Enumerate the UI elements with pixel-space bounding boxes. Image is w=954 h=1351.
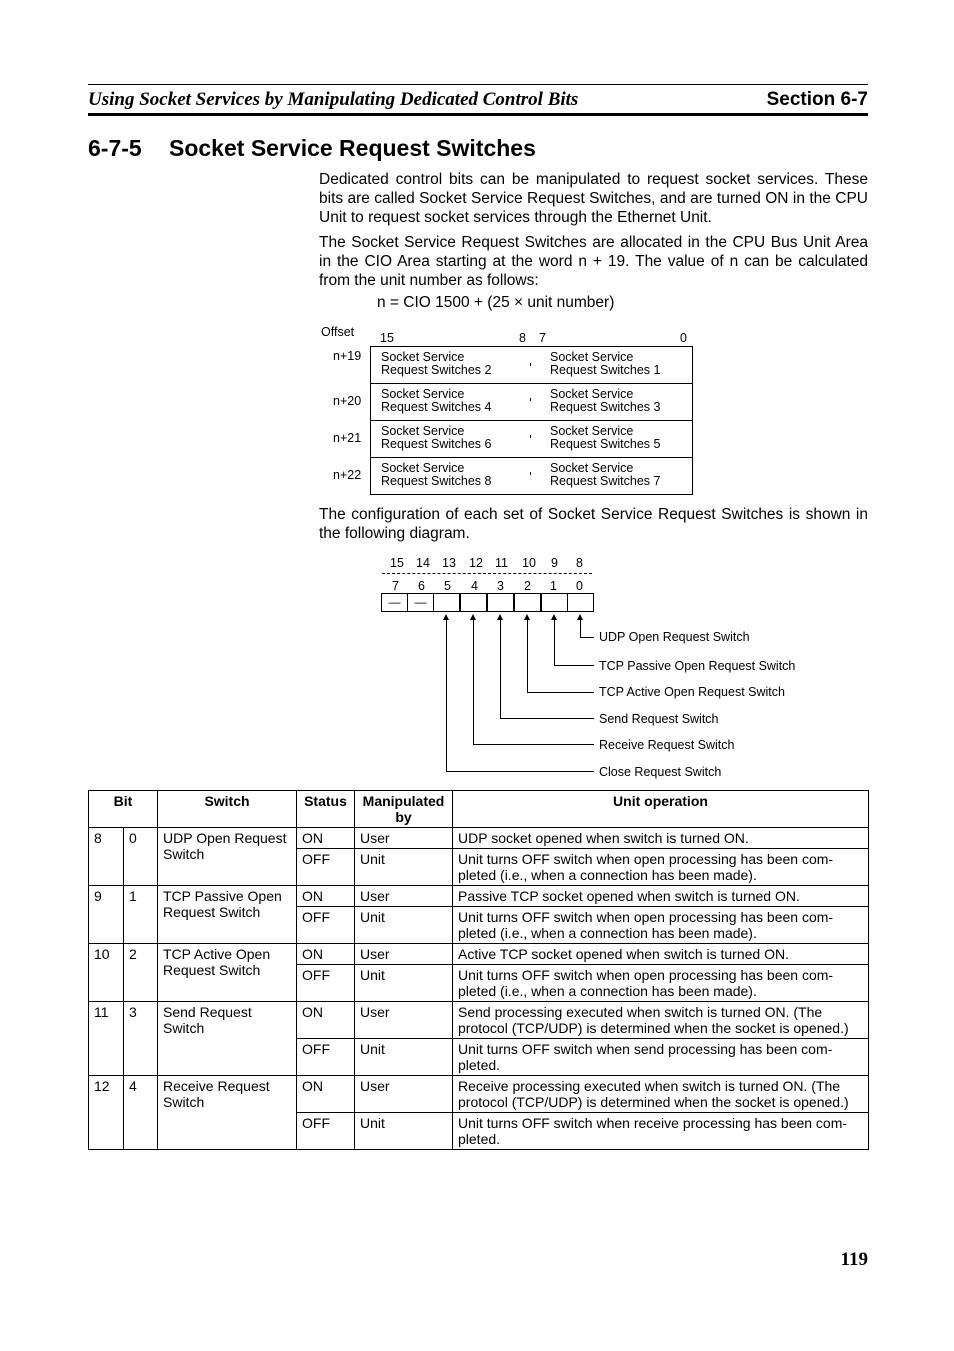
lower-bit-0: 0 (576, 579, 583, 593)
cell-bit-lo: 3 (124, 1002, 158, 1076)
offset-n22: n+22 (333, 468, 362, 482)
cell-operation: UDP socket opened when switch is turned ON. (453, 828, 869, 849)
bit-cell-2 (514, 593, 541, 612)
switch-table (88, 790, 869, 1150)
word-map-row (371, 384, 692, 421)
cell-switch: UDP Open Request Switch (158, 828, 297, 886)
cell-status: ON (297, 1002, 355, 1039)
byte-divider-tick (530, 398, 531, 401)
bit-cell-5 (433, 593, 460, 612)
lower-bit-2: 2 (524, 579, 531, 593)
header-unit-operation: Unit operation (453, 791, 869, 828)
upper-bit-13: 13 (442, 556, 456, 570)
bit-cell-3 (487, 593, 514, 612)
table-row (89, 828, 869, 849)
cell-bit-lo: 1 (124, 886, 158, 944)
bit-cell-7: — (381, 593, 408, 612)
bit-cell-6: — (407, 593, 434, 612)
bit-label-15: 15 (380, 331, 394, 345)
leader-line (527, 619, 528, 692)
bit-label-7: 7 (539, 331, 546, 345)
label-receive-request: Receive Request Switch (599, 738, 735, 752)
cell-by: User (355, 944, 453, 965)
cell-by: Unit (355, 849, 453, 886)
word-map-cell-right: Socket Service Request Switches 1 (550, 350, 661, 377)
table-row (89, 1002, 869, 1039)
label-close-request: Close Request Switch (599, 765, 722, 779)
cell-status: OFF (297, 1039, 355, 1076)
word-map-row (371, 347, 692, 384)
bit-cell-4 (460, 593, 487, 612)
cell-operation: Passive TCP socket opened when switch is turned ON. (453, 886, 869, 907)
leader-line (580, 619, 581, 637)
byte-divider-tick (530, 363, 531, 366)
cell-bit-lo: 2 (124, 944, 158, 1002)
cell-switch: Receive Request Switch (158, 1076, 297, 1150)
formula: n = CIO 1500 + (25 × unit number) (377, 294, 615, 311)
word-map-cell-right: Socket Service Request Switches 7 (550, 461, 661, 488)
cell-bit-hi: 11 (89, 1002, 124, 1076)
cell-status: ON (297, 828, 355, 849)
upper-bit-12: 12 (469, 556, 483, 570)
upper-bit-8: 8 (576, 556, 583, 570)
cell-by: User (355, 828, 453, 849)
upper-bit-15: 15 (390, 556, 404, 570)
leader-line (446, 771, 594, 772)
cell-status: OFF (297, 965, 355, 1002)
section-title: Socket Service Request Switches (169, 135, 536, 161)
upper-bit-14: 14 (416, 556, 430, 570)
lower-bit-4: 4 (471, 579, 478, 593)
header-switch: Switch (158, 791, 297, 828)
offset-label: Offset (321, 325, 355, 339)
cell-status: OFF (297, 1113, 355, 1150)
leader-line (500, 619, 501, 718)
upper-bit-10: 10 (522, 556, 536, 570)
cell-status: ON (297, 1076, 355, 1113)
paragraph-intro: Dedicated control bits can be manipulated to request socket services. These bits are called Socket Service Request Switches, and are turned ON in the CPU Unit to request socket services through the Ethernet Unit. (319, 171, 868, 226)
word-map-cell-right: Socket Service Request Switches 3 (550, 387, 661, 414)
cell-switch: TCP Active Open Request Switch (158, 944, 297, 1002)
section-heading (88, 135, 536, 162)
header-rule-bottom (88, 113, 868, 116)
cell-by: User (355, 1076, 453, 1113)
running-header-title: Using Socket Services by Manipulating Dedicated Control Bits (88, 89, 579, 110)
word-map-cell-left: Socket Service Request Switches 2 (381, 350, 492, 377)
running-header-section: Section 6-7 (766, 89, 868, 110)
page-number: 119 (840, 1249, 868, 1270)
cell-operation: Active TCP socket opened when switch is turned ON. (453, 944, 869, 965)
label-tcp-passive-open: TCP Passive Open Request Switch (599, 659, 796, 673)
label-tcp-active-open: TCP Active Open Request Switch (599, 685, 785, 699)
word-map-row (371, 421, 692, 458)
leader-line (473, 744, 594, 745)
table-header-row (89, 791, 869, 828)
cell-by: Unit (355, 1039, 453, 1076)
header-manipulated-by: Manipulated by (355, 791, 453, 828)
cell-switch: TCP Passive Open Request Switch (158, 886, 297, 944)
cell-operation: Unit turns OFF switch when receive processing has been com-pleted. (453, 1113, 869, 1150)
cell-bit-lo: 4 (124, 1076, 158, 1150)
section-number: 6-7-5 (88, 135, 142, 161)
cell-operation: Send processing executed when switch is turned ON. (The protocol (TCP/UDP) is determined when the socket is opened.) (453, 1002, 869, 1039)
offset-n19: n+19 (333, 349, 362, 363)
lower-bit-6: 6 (418, 579, 425, 593)
lower-bit-5: 5 (444, 579, 451, 593)
cell-operation: Unit turns OFF switch when open processing has been com-pleted (i.e., when a connection has been made). (453, 965, 869, 1002)
leader-line (554, 665, 594, 666)
bit-label-0: 0 (680, 331, 687, 345)
cell-switch: Send Request Switch (158, 1002, 297, 1076)
cell-operation: Unit turns OFF switch when open processing has been com-pleted (i.e., when a connection has been made). (453, 849, 869, 886)
bit-label-8: 8 (519, 331, 526, 345)
bit-cell-0 (567, 593, 594, 612)
label-send-request: Send Request Switch (599, 712, 719, 726)
paragraph-allocation: The Socket Service Request Switches are allocated in the CPU Bus Unit Area in the CIO Area starting at the word n + 19. The value of n can be calculated from the unit number as follows: (319, 234, 868, 289)
leader-line (580, 637, 594, 638)
bit-cell-1 (541, 593, 568, 612)
word-map-cell-right: Socket Service Request Switches 5 (550, 424, 661, 451)
cell-bit-hi: 9 (89, 886, 124, 944)
cell-status: ON (297, 886, 355, 907)
lower-bit-1: 1 (550, 579, 557, 593)
cell-operation: Receive processing executed when switch is turned ON. (The protocol (TCP/UDP) is determined when the socket is opened.) (453, 1076, 869, 1113)
paragraph-config: The configuration of each set of Socket Service Request Switches is shown in the following diagram. (319, 506, 868, 542)
upper-bit-9: 9 (551, 556, 558, 570)
cell-bit-hi: 12 (89, 1076, 124, 1150)
table-row (89, 886, 869, 907)
table-row (89, 944, 869, 965)
cell-bit-hi: 8 (89, 828, 124, 886)
offset-n21: n+21 (333, 431, 362, 445)
upper-bit-11: 11 (495, 556, 508, 570)
label-udp-open: UDP Open Request Switch (599, 630, 750, 644)
cell-by: Unit (355, 965, 453, 1002)
bit-divider-dashed (382, 573, 592, 574)
word-map-box (370, 346, 693, 495)
lower-bit-7: 7 (392, 579, 399, 593)
header-status: Status (297, 791, 355, 828)
byte-divider-tick (530, 472, 531, 475)
leader-line (500, 718, 594, 719)
byte-divider-tick (530, 435, 531, 438)
leader-line (446, 619, 447, 771)
word-map-row (371, 458, 692, 494)
leader-line (473, 619, 474, 744)
table-row (89, 1076, 869, 1113)
cell-by: Unit (355, 1113, 453, 1150)
cell-status: OFF (297, 907, 355, 944)
cell-by: User (355, 1002, 453, 1039)
cell-bit-hi: 10 (89, 944, 124, 1002)
lower-bit-3: 3 (497, 579, 504, 593)
leader-line (554, 619, 555, 665)
word-map-cell-left: Socket Service Request Switches 6 (381, 424, 492, 451)
cell-status: ON (297, 944, 355, 965)
cell-by: Unit (355, 907, 453, 944)
word-map-cell-left: Socket Service Request Switches 8 (381, 461, 492, 488)
cell-operation: Unit turns OFF switch when open processing has been com-pleted (i.e., when a connection has been made). (453, 907, 869, 944)
leader-line (527, 692, 594, 693)
header-rule-top (88, 84, 868, 85)
header-bit: Bit (89, 791, 158, 828)
cell-status: OFF (297, 849, 355, 886)
offset-n20: n+20 (333, 394, 362, 408)
word-map-cell-left: Socket Service Request Switches 4 (381, 387, 492, 414)
cell-operation: Unit turns OFF switch when send processing has been com-pleted. (453, 1039, 869, 1076)
cell-bit-lo: 0 (124, 828, 158, 886)
cell-by: User (355, 886, 453, 907)
